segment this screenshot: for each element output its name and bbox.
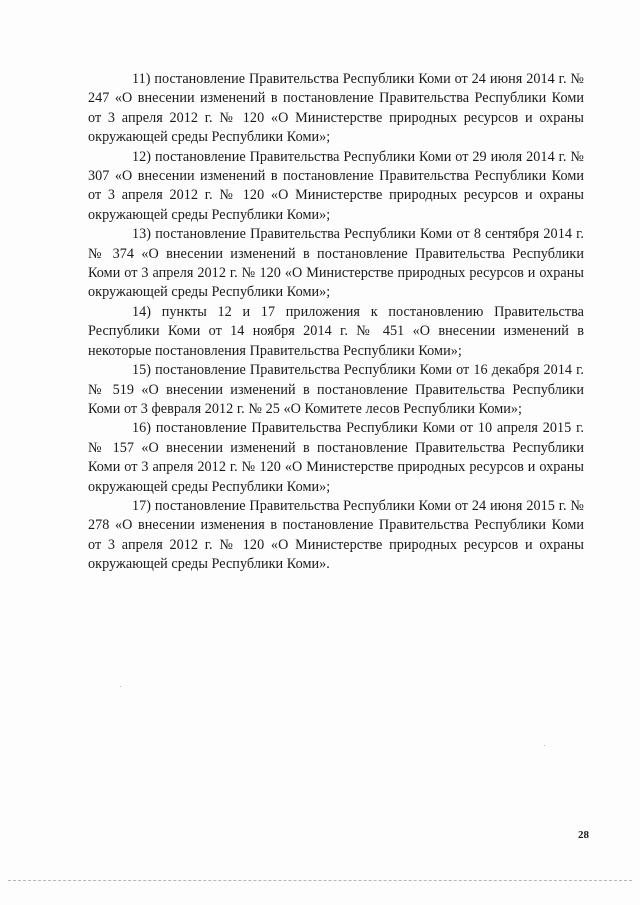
list-item-13: 13) постановление Правительства Республики Коми от 8 сентября 2014 г. № 374 «О внесении изменений в постановление Правительства Республики Коми от 3 апреля 2012 г. № 120 «О Министерстве природных ресурсов и охраны окружающей среды Республики Коми»; xyxy=(88,226,584,301)
page-number: 28 xyxy=(578,829,589,841)
scan-edge-line xyxy=(8,880,632,881)
list-item-15: 15) постановление Правительства Республики Коми от 16 декабря 2014 г. № 519 «О внесении изменений в постановление Правительства Республики Коми от 3 февраля 2012 г. № 25 «О Комитете лесов Республики Коми»; xyxy=(88,362,584,417)
list-item-17: 17) постановление Правительства Республики Коми от 24 июня 2015 г. № 278 «О внесении изменения в постановление Правительства Республики Коми от 3 апреля 2012 г. № 120 «О Министерстве природных ресурсов и охраны окружающей среды Республики Коми». xyxy=(88,497,584,573)
list-item-11: 11) постановление Правительства Республики Коми от 24 июня 2014 г. № 247 «О внесении изменений в постановление Правительства Республики Коми от 3 апреля 2012 г. № 120 «О Министерстве природных ресурсов и охраны окружающей среды Республики Коми»; xyxy=(88,71,584,146)
list-item-14: 14) пункты 12 и 17 приложения к постановлению Правительства Республики Коми от 14 ноября 2014 г. № 451 «О внесении изменений в некоторые постановления Правительства Республики Коми»; xyxy=(88,303,584,359)
list-item-12: 12) постановление Правительства Республики Коми от 29 июля 2014 г. № 307 «О внесении изменений в постановление Правительства Республики Коми от 3 апреля 2012 г. № 120 «О Министерстве природных ресурсов и охраны окружающей среды Республики Коми»; xyxy=(88,148,584,223)
document-body xyxy=(88,70,584,575)
scan-speck xyxy=(120,686,121,687)
list-item-16: 16) постановление Правительства Республики Коми от 10 апреля 2015 г. № 157 «О внесении изменений в постановление Правительства Республики Коми от 3 апреля 2012 г. № 120 «О Министерстве природных ресурсов и охраны окружающей среды Республики Коми»; xyxy=(88,420,584,495)
scan-speck xyxy=(544,745,545,746)
